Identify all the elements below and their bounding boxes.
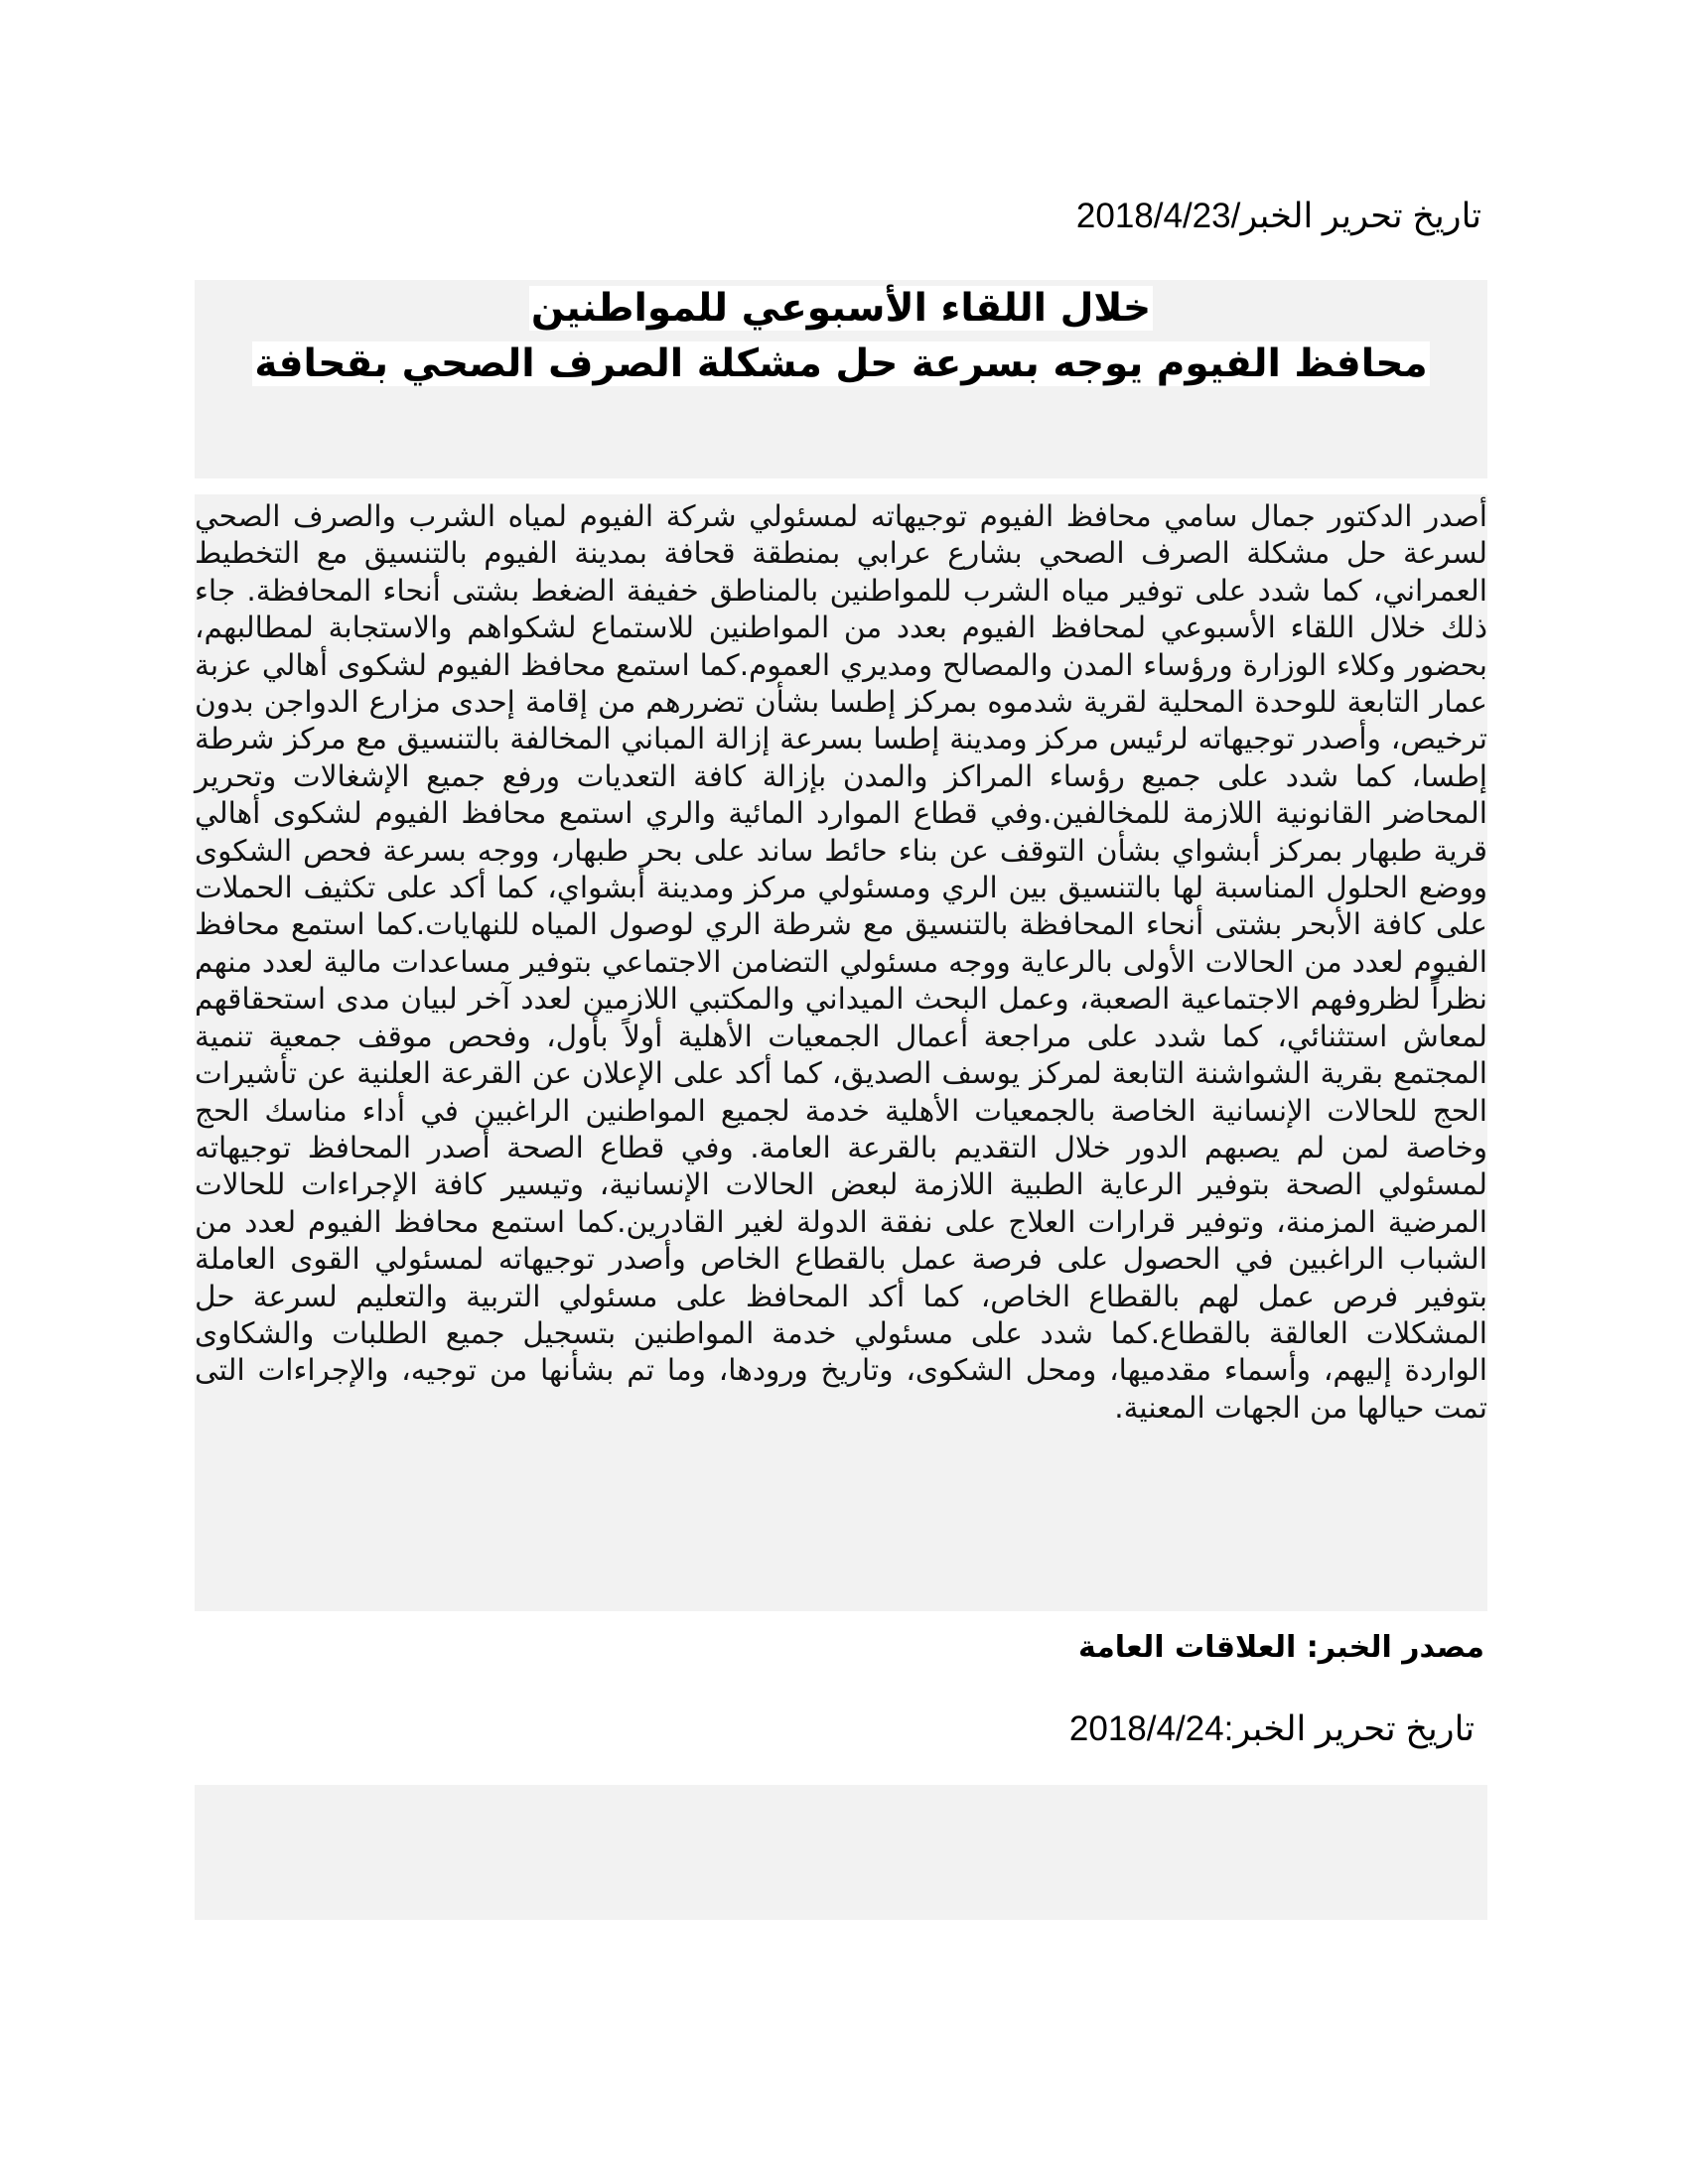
- edit-date-top: تاريخ تحرير الخبر/2018/4/23: [1075, 197, 1481, 235]
- edit-date-bottom: تاريخ تحرير الخبر:2018/4/24: [1068, 1709, 1475, 1748]
- headline-text-1: خلال اللقاء الأسبوعي للمواطنين: [530, 286, 1152, 331]
- headline-line-2: [195, 336, 1487, 393]
- article-body-text: أصدر الدكتور جمال سامي محافظ الفيوم توجيهاته لمسئولي شركة الفيوم لمياه الشرب والصرف الصحي لسرعة حل مشكلة الصرف الصحي بشارع عرابي بمنطقة قحافة بمدينة الفيوم بالتنسيق مع التخطيط العمراني، كما شدد على توفير مياه الشرب للمواطنين بالمناطق خفيفة الضغط بشتى أنحاء المحافظة. جاء ذلك خلال اللقاء الأسبوعي لمحافظ الفيوم بعدد من المواطنين للاستماع لشكواهم والاستجابة لمطالبهم، بحضور وكلاء الوزارة ورؤساء المدن والمصالح ومديري العموم.كما استمع محافظ الفيوم لشكوى أهالي عزبة عمار التابعة للوحدة المحلية لقرية شدموه بمركز إطسا بشأن تضررهم من إقامة إحدى مزارع الدواجن بدون ترخيص، وأصدر توجيهاته لرئيس مركز ومدينة إطسا بسرعة إزالة المباني المخالفة بالتنسيق مع مركز شرطة إطسا، كما شدد على جميع رؤساء المراكز والمدن بإزالة كافة التعديات ورفع جميع الإشغالات وتحرير المحاضر القانونية اللازمة للمخالفين.وفي قطاع الموارد المائية والري استمع محافظ الفيوم لشكوى أهالي قرية طبهار بمركز أبشواي بشأن التوقف عن بناء حائط ساند على بحر طبهار، ووجه بسرعة فحص الشكوى ووضع الحلول المناسبة لها بالتنسيق بين الري ومسئولي مركز ومدينة أبشواي، كما أكد على تكثيف الحملات على كافة الأبحر بشتى أنحاء المحافظة بالتنسيق مع شرطة الري لوصول المياه للنهايات.كما استمع محافظ الفيوم لعدد من الحالات الأولى بالرعاية ووجه مسئولي التضامن الاجتماعي بتوفير مساعدات مالية لعدد منهم نظراً لظروفهم الاجتماعية الصعبة، وعمل البحث الميداني والمكتبي اللازمين لعدد آخر لبيان مدى استحقاقهم لمعاش استثنائي، كما شدد على مراجعة أعمال الجمعيات الأهلية أولاً بأول، وفحص موقف جمعية تنمية المجتمع بقرية الشواشنة التابعة لمركز يوسف الصديق، كما أكد على الإعلان عن القرعة العلنية عن تأشيرات الحج للحالات الإنسانية الخاصة بالجمعيات الأهلية خدمة لجميع المواطنين الراغبين في أداء مناسك الحج وخاصة لمن لم يصبهم الدور خلال التقديم بالقرعة العامة. وفي قطاع الصحة أصدر المحافظ توجيهاته لمسئولي الصحة بتوفير الرعاية الطبية اللازمة لبعض الحالات الإنسانية، وتيسير كافة الإجراءات للحالات المرضية المزمنة، وتوفير قرارات العلاج على نفقة الدولة لغير القادرين.كما استمع محافظ الفيوم لعدد من الشباب الراغبين في الحصول على فرصة عمل بالقطاع الخاص وأصدر توجيهاته لمسئولي القوى العاملة بتوفير فرص عمل لهم بالقطاع الخاص، كما أكد المحافظ على مسئولي التربية والتعليم لسرعة حل المشكلات العالقة بالقطاع.كما شدد على مسئولي خدمة المواطنين بتسجيل جميع الطلبات والشكاوى الواردة إليهم، وأسماء مقدميها، ومحل الشكوى، وتاريخ ورودها، وما تم بشأنها من توجيه، والإجراءات التى تمت حيالها من الجهات المعنية.: [195, 499, 1487, 1425]
- headline-line-1: [195, 280, 1487, 338]
- headline-block: [195, 280, 1487, 478]
- headline-text-2: محافظ الفيوم يوجه بسرعة حل مشكلة الصرف الصحي بقحافة: [254, 341, 1428, 386]
- news-source: مصدر الخبر: العلاقات العامة: [1078, 1630, 1484, 1665]
- empty-shaded-block: [195, 1785, 1487, 1920]
- article-body-block: [195, 494, 1487, 1611]
